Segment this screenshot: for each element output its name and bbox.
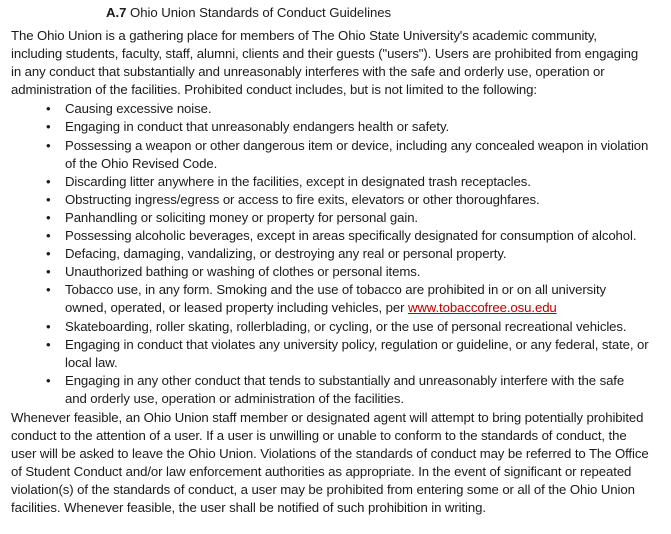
list-item	[0, 263, 671, 281]
list-item-text: Obstructing ingress/egress or access to fire exits, elevators or other thoroughfares.	[65, 191, 540, 207]
list-item	[0, 137, 671, 173]
section-title: Ohio Union Standards of Conduct Guidelines	[130, 5, 392, 20]
tobacco-free-link[interactable]: www.tobaccofree.osu.edu	[407, 300, 557, 316]
list-item	[0, 173, 671, 191]
list-item-text: Possessing a weapon or other dangerous item or device, including any concealed weapon in violation of the Ohio Revised Code.	[65, 137, 649, 171]
list-item	[0, 336, 671, 372]
bullet-icon: •	[46, 264, 51, 280]
bullet-icon: •	[46, 336, 51, 352]
list-item-text: Tobacco use, in any form. Smoking and the use of tobacco are prohibited in or on all university owned, operated, or leased property including vehicles, per	[65, 282, 607, 316]
list-item	[0, 191, 671, 209]
list-item-text: Engaging in any other conduct that tends to substantially and unreasonably interfere with the safe and orderly use, operation or administration of the facilities.	[65, 372, 625, 406]
bullet-icon: •	[46, 372, 51, 388]
list-item-text: Panhandling or soliciting money or property for personal gain.	[65, 209, 418, 225]
closing-paragraph: Whenever feasible, an Ohio Union staff member or designated agent will attempt to bring potentially prohibited conduct to the attention of a user. If a user is unwilling or unable to conform to the standards of conduct, the user will be asked to leave the Ohio Union. Violations of the standards of conduct may be referred to The Office of Student Conduct and/or law enforcement authorities as appropriate. In the event of significant or repeated violation(s) of the standards of conduct, a user may be prohibited from entering some or all of the Ohio Union facilities. Whenever feasible, the user shall be notified of such prohibition in writing.	[11, 409, 649, 516]
bullet-icon: •	[46, 137, 51, 153]
bullet-icon: •	[46, 173, 51, 189]
list-item	[0, 100, 671, 118]
prohibited-conduct-list	[0, 100, 671, 408]
list-item	[0, 227, 671, 245]
bullet-icon: •	[46, 101, 51, 117]
bullet-icon: •	[46, 119, 51, 135]
bullet-icon: •	[46, 191, 51, 207]
list-item-text: Possessing alcoholic beverages, except in areas specifically designated for consumption of alcohol.	[65, 228, 637, 244]
list-item-text: Defacing, damaging, vandalizing, or destroying any real or personal property.	[65, 246, 507, 262]
section-number: A.7	[106, 5, 127, 20]
bullet-icon: •	[46, 282, 51, 298]
list-item-text: Discarding litter anywhere in the facilities, except in designated trash receptacles.	[65, 173, 531, 189]
intro-paragraph: The Ohio Union is a gathering place for members of The Ohio State University's academic community, including students, faculty, staff, alumni, clients and their guests ("users"). Users are prohibited from engaging in any conduct that substantially and unreasonably interferes with the safe and orderly use, operation or administration of the facilities. Prohibited conduct includes, but is not limited to the following:	[11, 28, 639, 98]
list-item-text: Engaging in conduct that unreasonably endangers health or safety.	[65, 119, 450, 135]
bullet-icon: •	[46, 246, 51, 262]
list-item-text: Engaging in conduct that violates any university policy, regulation or guideline, or any federal, state, or local law.	[65, 336, 649, 370]
bullet-icon: •	[46, 209, 51, 225]
list-item-text: Unauthorized bathing or washing of clothes or personal items.	[65, 264, 421, 280]
list-item-text: Causing excessive noise.	[65, 101, 212, 117]
list-item	[0, 372, 671, 408]
list-item	[0, 209, 671, 227]
list-item-tobacco	[0, 281, 671, 317]
list-item	[0, 245, 671, 263]
list-item	[0, 318, 671, 336]
list-item-text: Skateboarding, roller skating, rollerblading, or cycling, or the use of personal recreational vehicles.	[65, 318, 627, 334]
section-heading	[0, 0, 671, 27]
list-item	[0, 118, 671, 136]
bullet-icon: •	[46, 228, 51, 244]
bullet-icon: •	[46, 318, 51, 334]
